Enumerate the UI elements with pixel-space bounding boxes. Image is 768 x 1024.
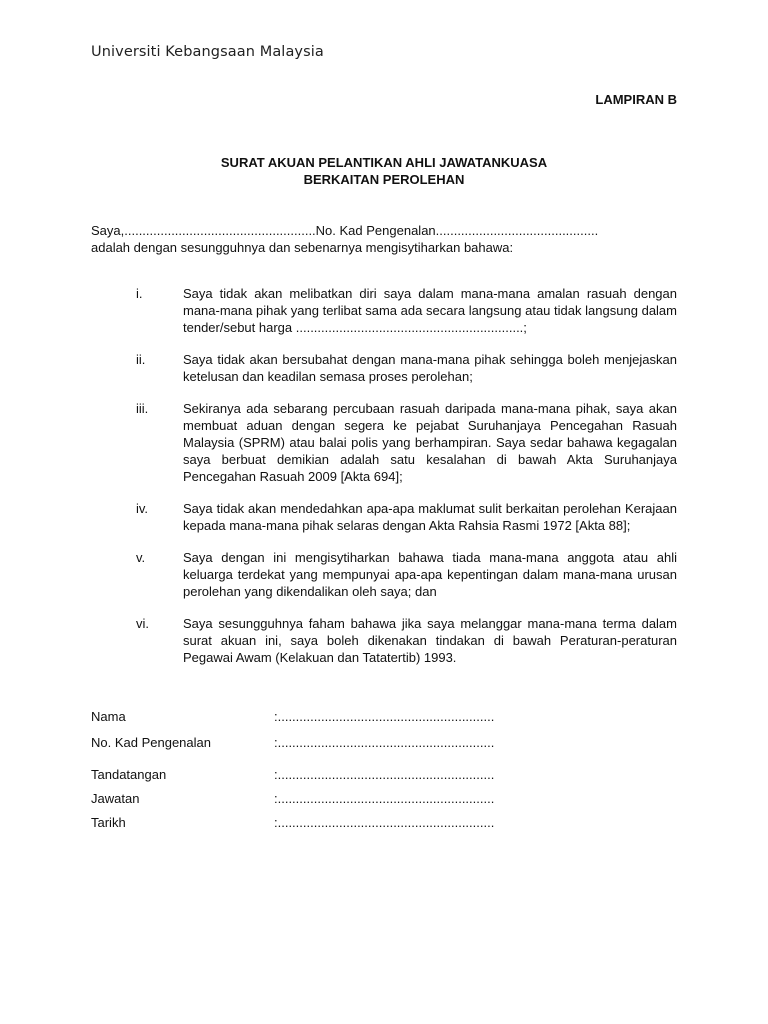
field-value: :............................................................ bbox=[274, 709, 495, 724]
declaration-item bbox=[91, 615, 677, 666]
field-value: :............................................................ bbox=[274, 735, 495, 750]
field-label: Tandatangan bbox=[91, 767, 167, 782]
item-number: iii. bbox=[136, 401, 149, 416]
field-value: :............................................................ bbox=[274, 791, 495, 806]
appendix-label: LAMPIRAN B bbox=[595, 92, 677, 107]
institution-name: Universiti Kebangsaan Malaysia bbox=[91, 44, 324, 60]
item-text: Saya dengan ini mengisytiharkan bahawa tiada mana-mana anggota atau ahli keluarga terdekat yang mempunyai apa-apa kepentingan dalam mana-mana urusan perolehan yang dikendalikan oleh saya; dan bbox=[183, 550, 677, 599]
declaration-item bbox=[91, 549, 677, 600]
document-title bbox=[91, 154, 677, 188]
item-text: Saya tidak akan bersubahat dengan mana-mana pihak sehingga boleh menjejaskan ketelusan dan keadilan semasa proses perolehan; bbox=[183, 352, 677, 384]
field-label: Tarikh bbox=[91, 815, 126, 830]
declaration-item bbox=[91, 400, 677, 485]
item-text: Saya sesungguhnya faham bahawa jika saya melanggar mana-mana terma dalam surat akuan ini, saya boleh dikenakan tindakan di bawah Peraturan-peraturan Pegawai Awam (Kelakuan dan Tatatertib) 1993. bbox=[183, 616, 677, 665]
field-tandatangan bbox=[91, 766, 494, 783]
title-line-1: SURAT AKUAN PELANTIKAN AHLI JAWATANKUASA bbox=[220, 155, 548, 170]
declaration-item bbox=[91, 500, 677, 534]
field-value: :............................................................ bbox=[274, 767, 495, 782]
item-number: iv. bbox=[136, 501, 149, 516]
item-number: ii. bbox=[136, 352, 146, 367]
field-no-kad-pengenalan bbox=[91, 734, 494, 751]
intro-line-1: Saya,.....................................................No. Kad Pengenalan............................................. bbox=[91, 223, 599, 238]
signature-fields bbox=[91, 708, 494, 831]
declaration-item bbox=[91, 285, 677, 336]
field-label: No. Kad Pengenalan bbox=[91, 735, 211, 750]
field-jawatan bbox=[91, 790, 494, 807]
intro-statement bbox=[91, 222, 677, 256]
item-text: Saya tidak akan mendedahkan apa-apa maklumat sulit berkaitan perolehan Kerajaan kepada mana-mana pihak selaras dengan Akta Rahsia Rasmi 1972 [Akta 88]; bbox=[183, 501, 677, 533]
declaration-item bbox=[91, 351, 677, 385]
item-text: Saya tidak akan melibatkan diri saya dalam mana-mana amalan rasuah dengan mana-mana pihak yang terlibat sama ada secara langsung atau tidak langsung dalam tender/sebut harga ...............................................................; bbox=[183, 286, 677, 335]
field-tarikh bbox=[91, 814, 494, 831]
intro-line-2: adalah dengan sesungguhnya dan sebenarnya mengisytiharkan bahawa: bbox=[91, 240, 514, 255]
item-number: vi. bbox=[136, 616, 149, 631]
field-nama bbox=[91, 708, 494, 725]
field-value: :............................................................ bbox=[274, 815, 495, 830]
title-line-2: BERKAITAN PEROLEHAN bbox=[303, 172, 465, 187]
declaration-list bbox=[91, 285, 677, 681]
field-label: Jawatan bbox=[91, 791, 140, 806]
item-number: v. bbox=[136, 550, 146, 565]
item-number: i. bbox=[136, 286, 143, 301]
item-text: Sekiranya ada sebarang percubaan rasuah daripada mana-mana pihak, saya akan membuat aduan dengan segera ke pejabat Suruhanjaya Pencegahan Rasuah Malaysia (SPRM) atau balai polis yang berhampiran. Saya sedar bahawa kegagalan saya berbuat demikian adalah satu kesalahan di bawah Akta Suruhanjaya Pencegahan Rasuah 2009 [Akta 694]; bbox=[183, 401, 677, 484]
field-label: Nama bbox=[91, 709, 126, 724]
